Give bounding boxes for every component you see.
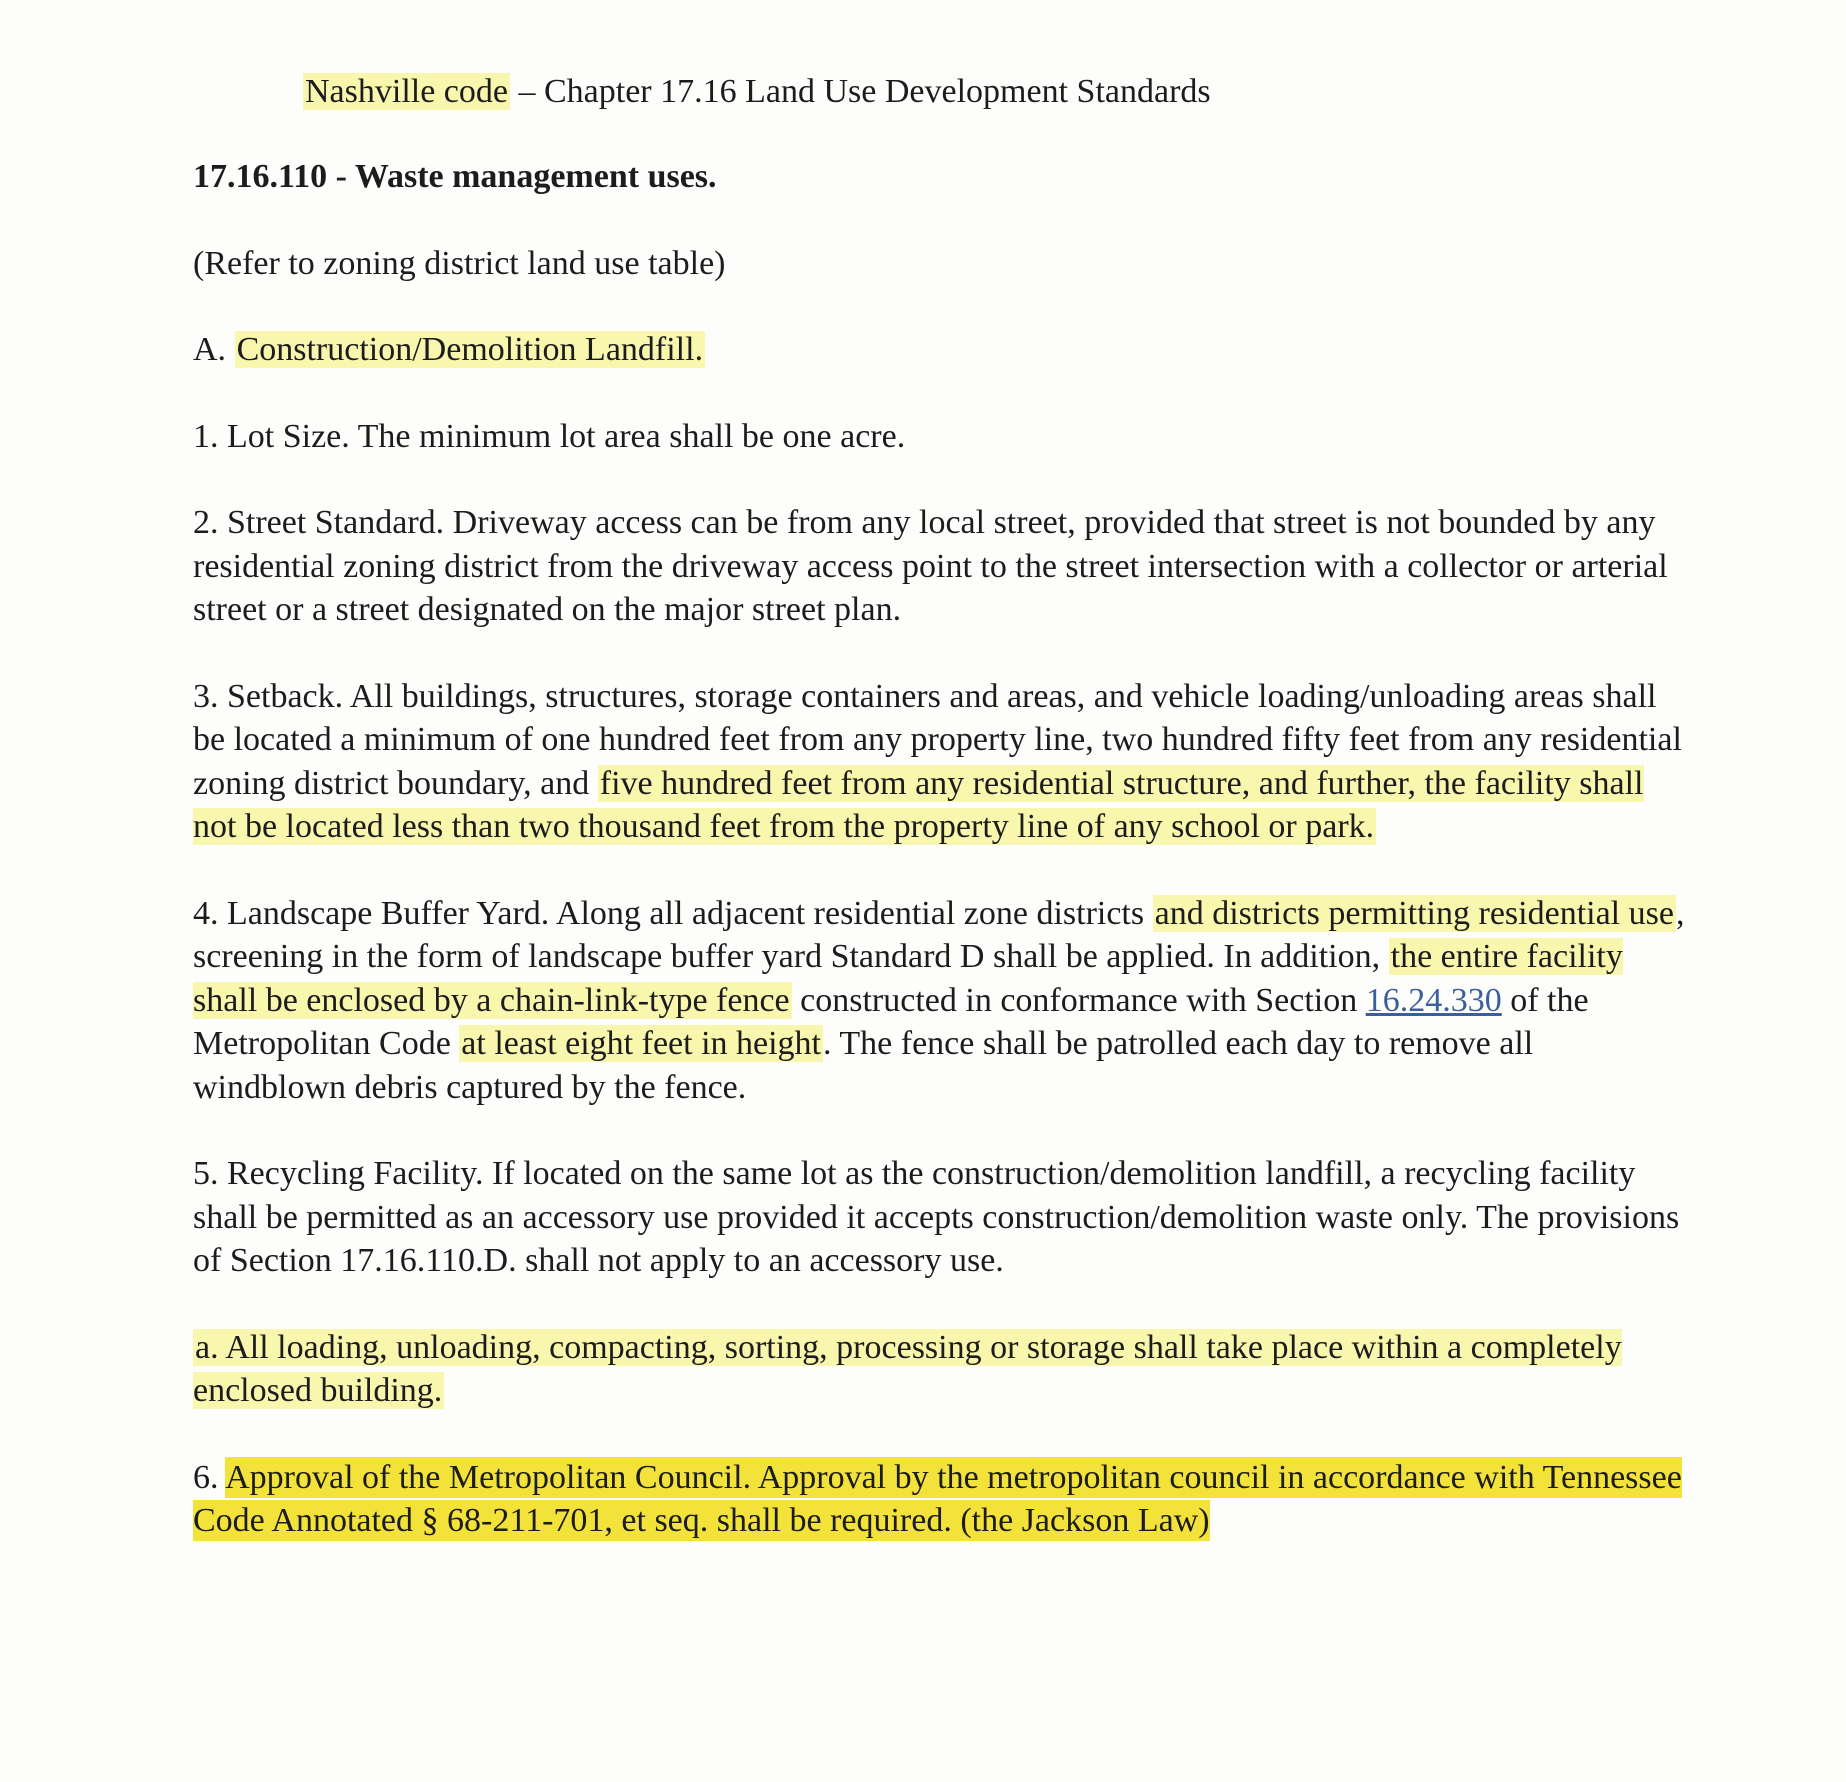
section-title: 17.16.110 - Waste management uses.: [193, 158, 717, 195]
item-council-approval: [193, 1456, 1693, 1543]
item-5a-enclosed-building: [193, 1326, 1693, 1413]
item-6-highlight: Approval of the Metropolitan Council. Approval by the metropolitan council in accordance with Tennessee Code Annotated § 68-211-701, et seq. shall be required.: [193, 1458, 1682, 1539]
item-lot-size: 1. Lot Size. The minimum lot area shall be one acre.: [193, 417, 906, 455]
subsection-a-heading: [193, 328, 1693, 372]
item-recycling-facility: 5. Recycling Facility. If located on the same lot as the construction/demolition landfill, a recycling facility shall be permitted as an accessory use provided it accepts construction/demolition waste only. The provisions of Section 17.16.110.D. shall not apply to an accessory use.: [193, 1155, 1680, 1279]
item-setback-highlight: five hundred feet from any residential structure, and further, the facility shall not be located less than two thousand feet from the property line of any school or park.: [193, 764, 1644, 845]
item-landscape-text-5: . The fence shall be patrolled each day to remove all windblown debris captured by the fence.: [193, 1025, 1534, 1106]
item-6-jackson-law-note: (the Jackson Law): [951, 1502, 1210, 1539]
item-landscape-highlight-2: the entire facility shall be enclosed by a chain-link-type fence: [193, 938, 1623, 1019]
header-chapter-title: – Chapter 17.16 Land Use Development Standards: [510, 73, 1211, 110]
item-landscape-text-4: of the Metropolitan Code: [193, 981, 1589, 1062]
header-highlighted-prefix: Nashville code: [305, 73, 508, 110]
refer-note: (Refer to zoning district land use table): [193, 244, 726, 282]
item-street-standard: 2. Street Standard. Driveway access can be from any local street, provided that street is not bounded by any residential zoning district from the driveway access point to the street intersection with a collector or arterial street or a street designated on the major street plan.: [193, 504, 1668, 628]
document-header: [303, 62, 1211, 122]
section-link-16-24-330[interactable]: 16.24.330: [1365, 981, 1502, 1019]
item-landscape-highlight-1: and districts permitting residential use: [1154, 894, 1674, 932]
item-landscape-text-2: , screening in the form of landscape buffer yard Standard D shall be applied. In addition,: [193, 894, 1685, 975]
document-body: [193, 155, 1693, 1586]
subsection-a-letter: A.: [193, 331, 235, 368]
item-6-number: 6.: [193, 1458, 226, 1496]
item-setback-text: 3. Setback. All buildings, structures, storage containers and areas, and vehicle loading/unloading areas shall be located a minimum of one hundred feet from any property line, two hundred fifty feet from any residential zoning district boundary, and: [193, 677, 1682, 802]
item-landscape-text-3: constructed in conformance with Section: [791, 981, 1366, 1019]
item-landscape-buffer: [193, 892, 1693, 1110]
item-setback: [193, 675, 1693, 849]
item-landscape-text-1: 4. Landscape Buffer Yard. Along all adjacent residential zone districts: [193, 894, 1153, 932]
subsection-a-title: Construction/Demolition Landfill.: [236, 331, 704, 368]
item-5a-text: a. All loading, unloading, compacting, sorting, processing or storage shall take place within a completely enclosed building.: [193, 1328, 1622, 1409]
item-landscape-highlight-3: at least eight feet in height: [461, 1025, 822, 1062]
